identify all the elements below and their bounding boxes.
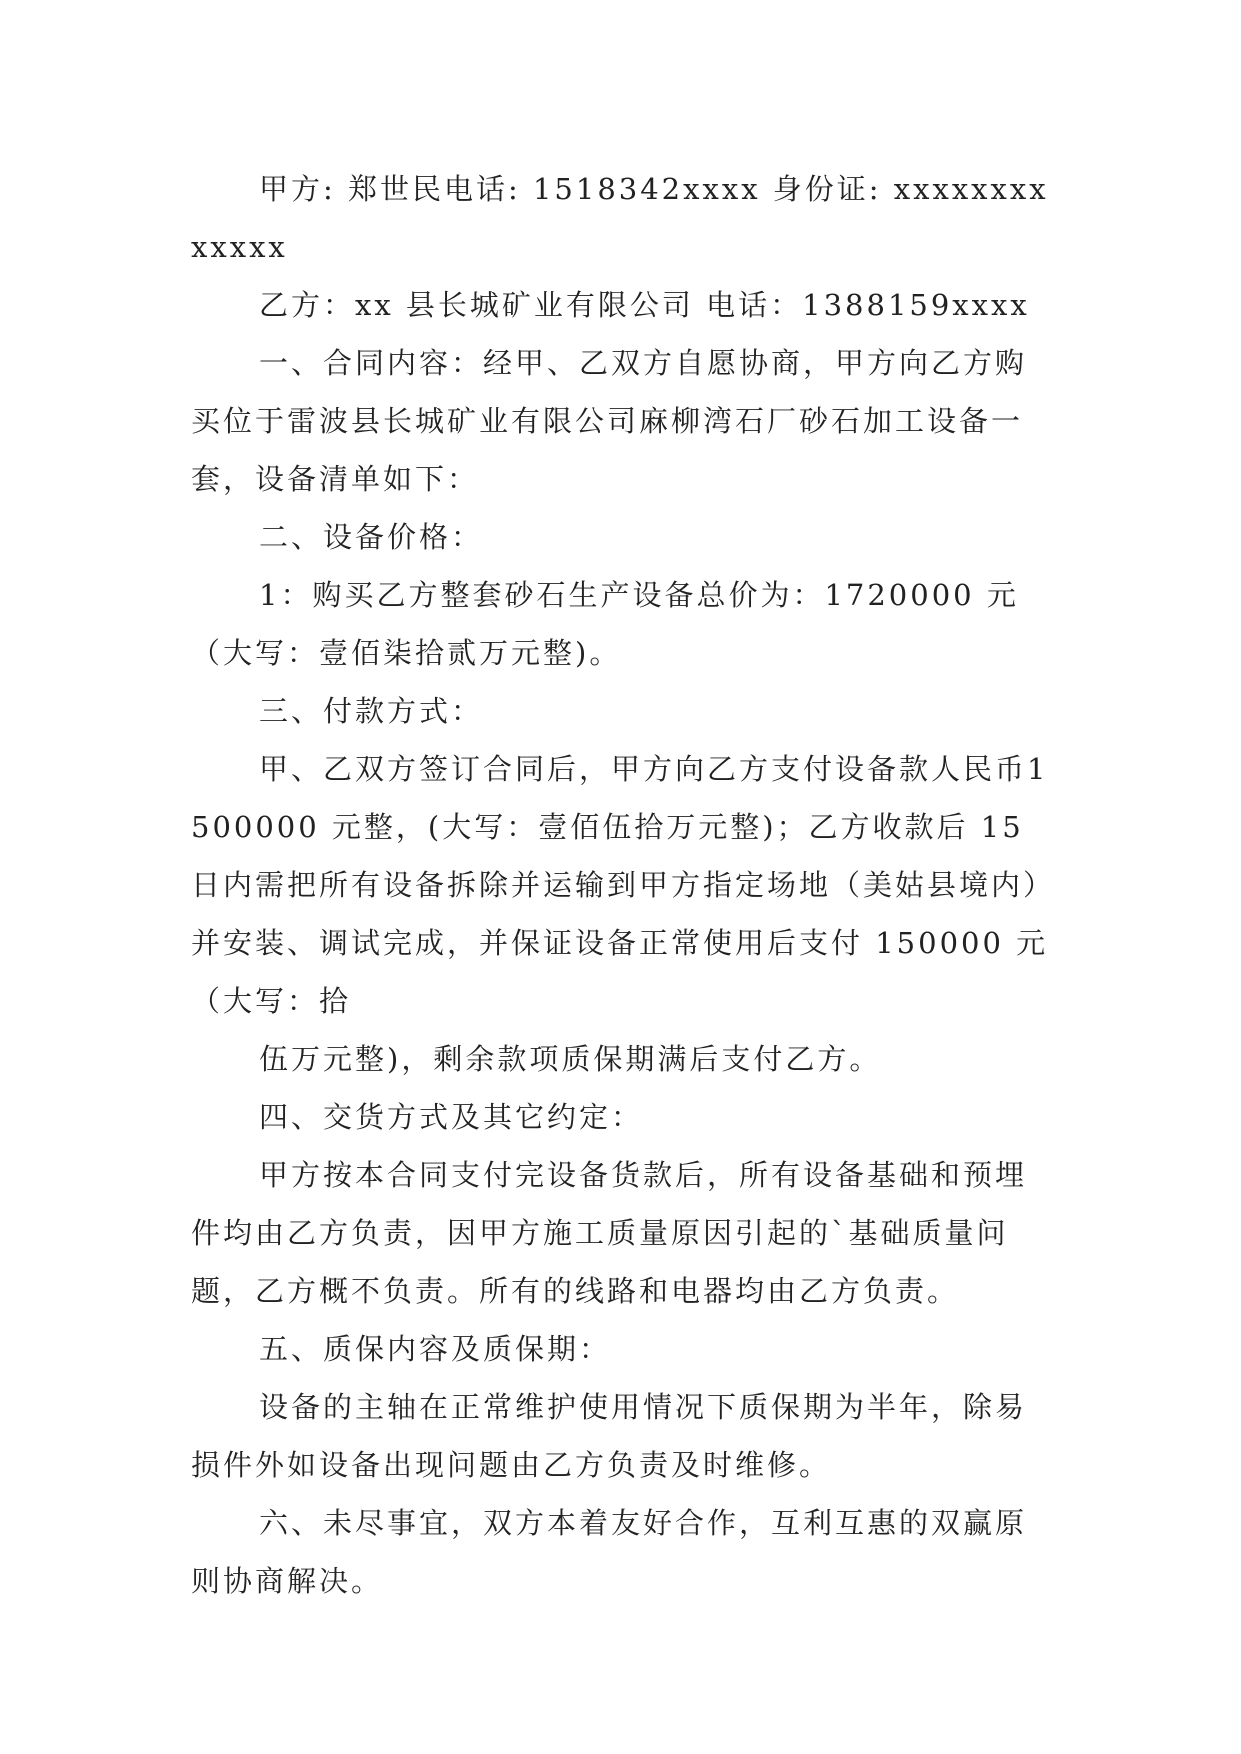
clause-5-heading: 五、质保内容及质保期： bbox=[259, 1332, 612, 1366]
document-body bbox=[191, 160, 1051, 1610]
party-a-line: 甲方: 郑世民电话: 1518342xxxx 身份证: xxxxxxxxxxxxx bbox=[191, 172, 1049, 264]
clause-4-delivery: 甲方按本合同支付完设备货款后，所有设备基础和预埋件均由乙方负责，因甲方施工质量原因引起的`基础质量问题，乙方概不负责。所有的线路和电器均由乙方负责。 bbox=[191, 1158, 1028, 1308]
clause-3-payment: 甲、乙双方签订合同后，甲方向乙方支付设备款人民币1500000 元整，(大写：壹佰伍拾万元整)；乙方收款后 15 日内需把所有设备拆除并运输到甲方指定场地（美姑县境内）并安装、调试完成，并保证设备正常使用后支付 150000 元 bbox=[191, 752, 1049, 960]
clause-5-warranty: 设备的主轴在正常维护使用情况下质保期为半年，除易损件外如设备出现问题由乙方负责及时维修。 bbox=[191, 1390, 1028, 1482]
clause-3-payment-fragment: （大写：拾 bbox=[191, 984, 352, 1018]
clause-3-heading: 三、付款方式： bbox=[259, 694, 484, 728]
clause-4-heading: 四、交货方式及其它约定： bbox=[259, 1100, 644, 1134]
clause-2-heading: 二、设备价格： bbox=[259, 520, 484, 554]
clause-2-price: 1：购买乙方整套砂石生产设备总价为：1720000 元（大写：壹佰柒拾贰万元整)。 bbox=[191, 578, 1019, 670]
clause-1-contract-content: 一、合同内容：经甲、乙双方自愿协商，甲方向乙方购买位于雷波县长城矿业有限公司麻柳湾石厂砂石加工设备一套，设备清单如下： bbox=[191, 346, 1028, 496]
clause-6-misc: 六、未尽事宜，双方本着友好合作，互利互惠的双赢原则协商解决。 bbox=[191, 1506, 1028, 1598]
party-b-line: 乙方：xx 县长城矿业有限公司 电话：1388159xxxx bbox=[259, 288, 1030, 322]
clause-3-payment-continued: 伍万元整)，剩余款项质保期满后支付乙方。 bbox=[259, 1042, 882, 1076]
